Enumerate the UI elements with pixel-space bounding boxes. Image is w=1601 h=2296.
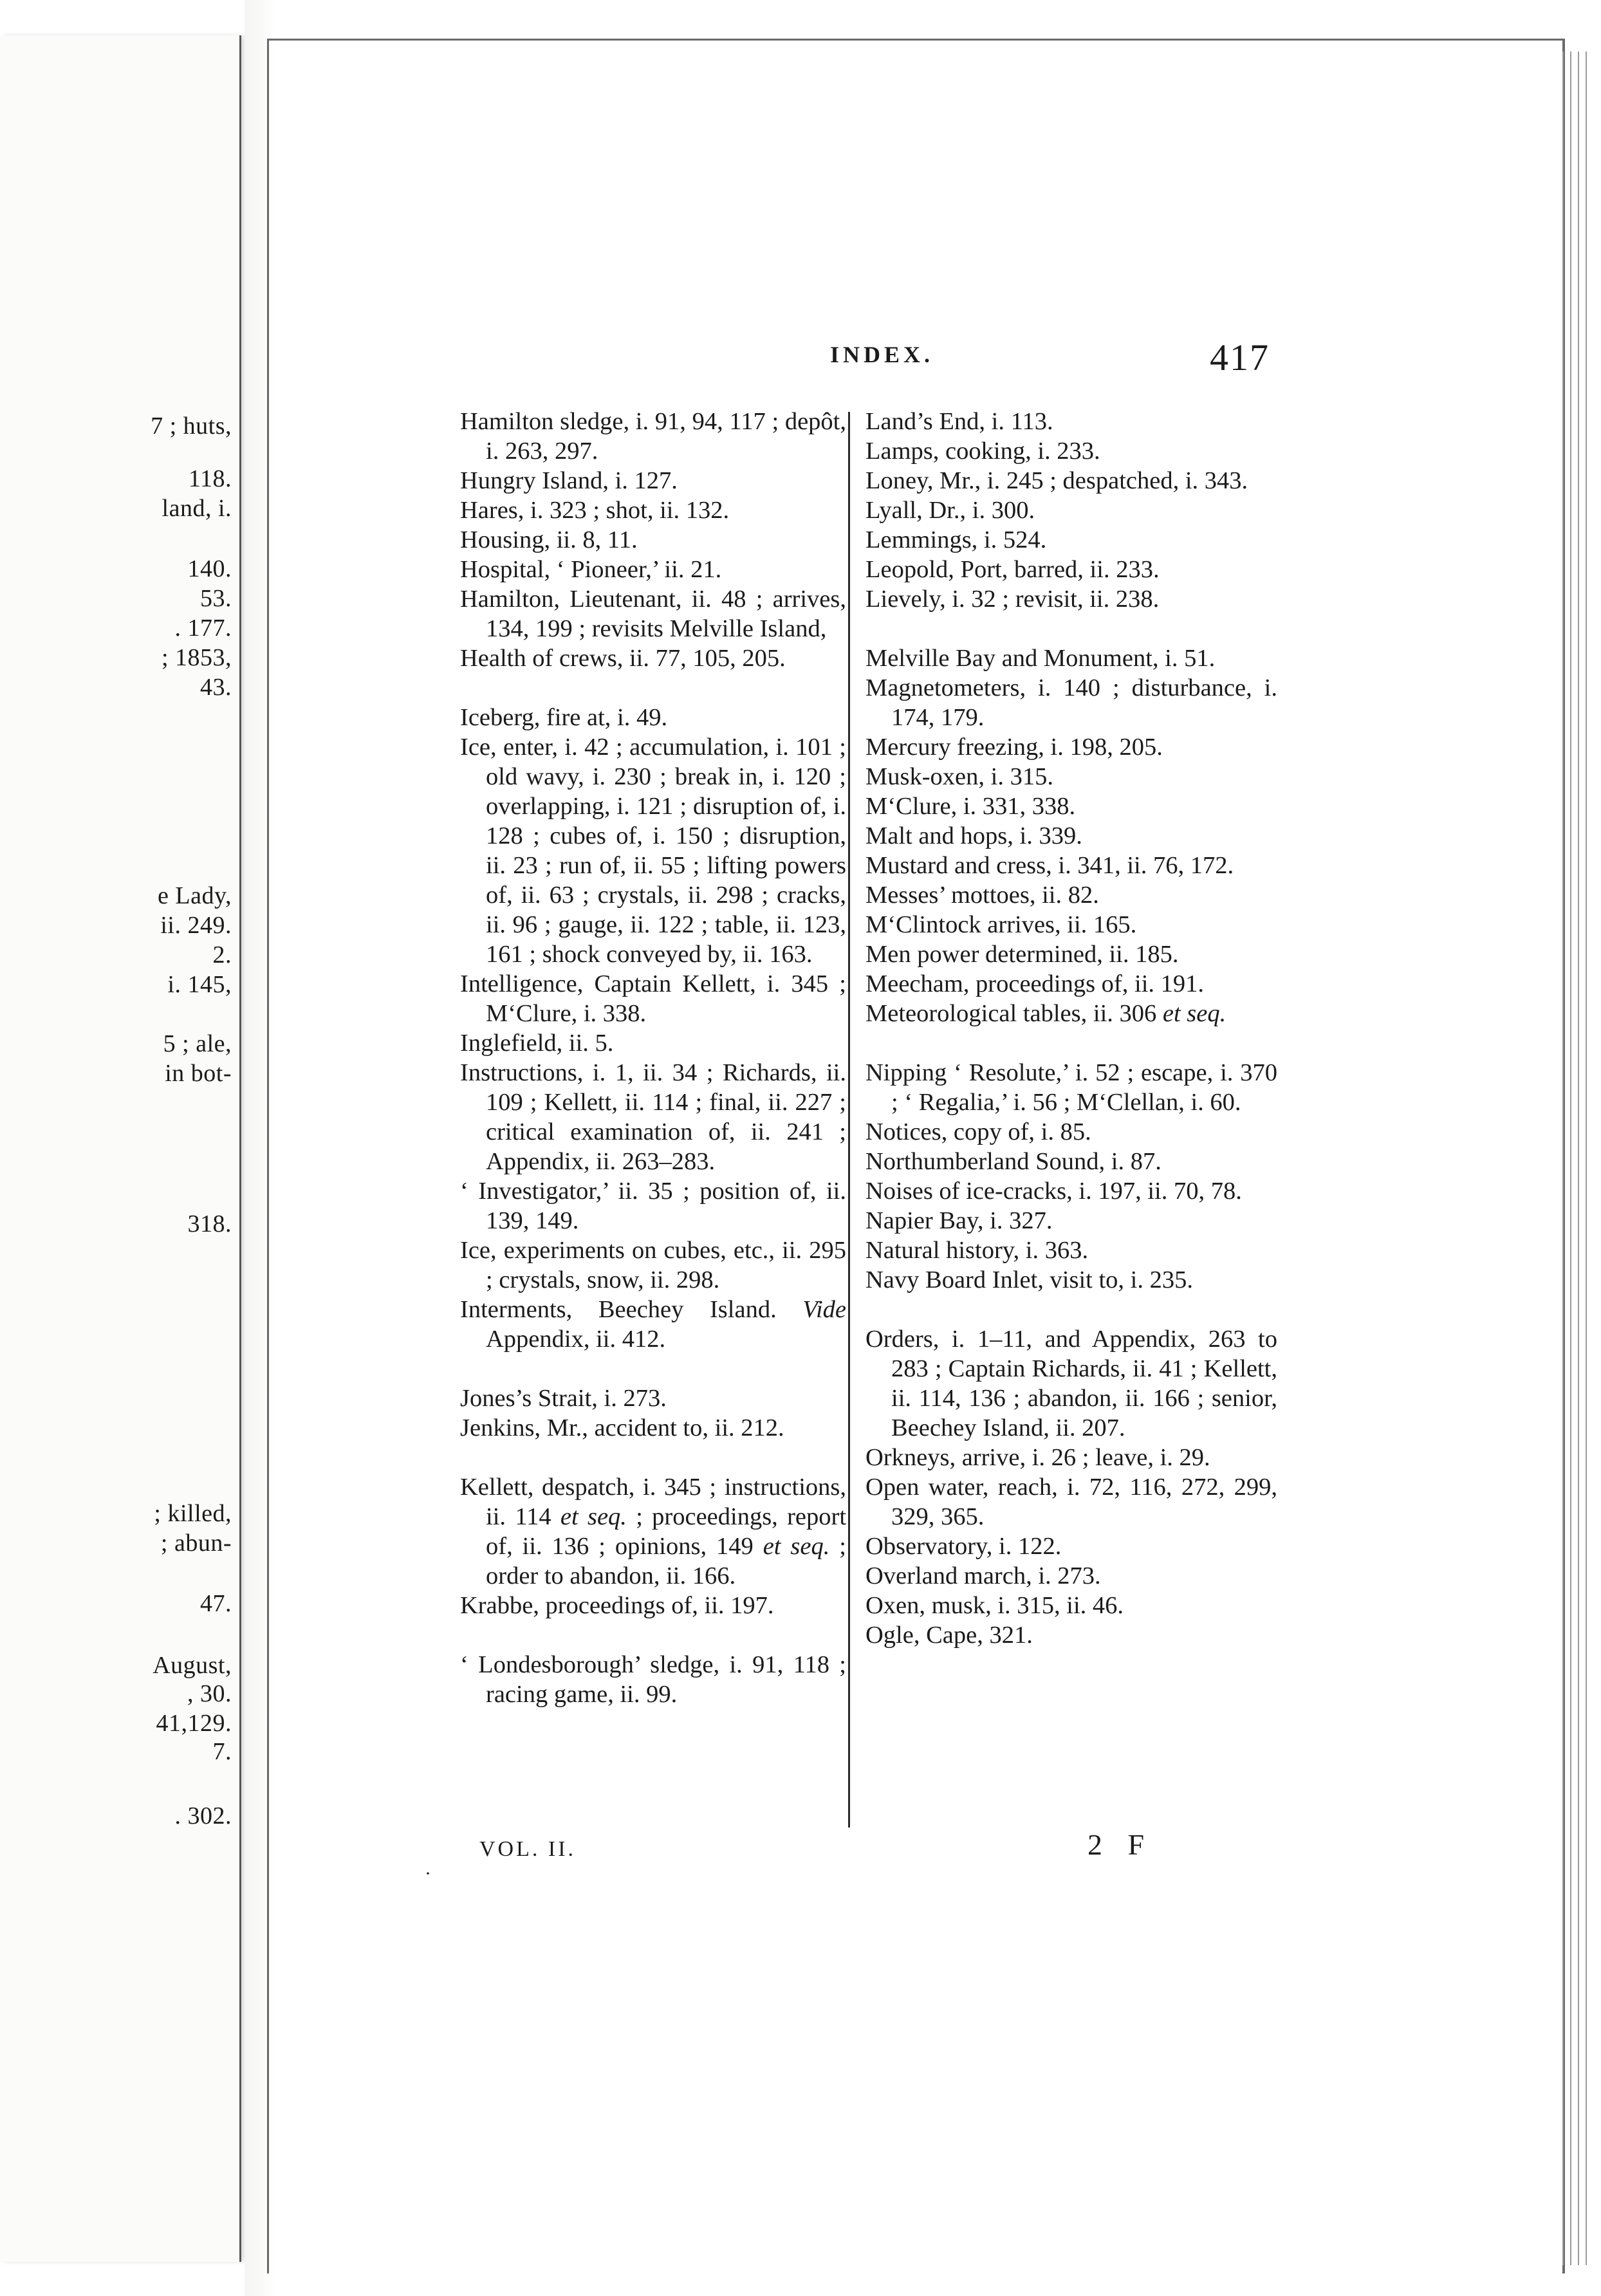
entry-text: Musk-oxen, i. 315. <box>865 763 1053 790</box>
entry-text: Hungry Island, i. 127. <box>460 467 678 494</box>
index-entry <box>460 1384 846 1413</box>
italic-text: et seq. <box>763 1533 830 1560</box>
page-number: 417 <box>1210 337 1270 378</box>
index-entry <box>460 1295 846 1354</box>
entry-text: Notices, copy of, i. 85. <box>865 1118 1091 1145</box>
entry-text: Jenkins, Mr., accident to, ii. 212. <box>460 1414 784 1441</box>
index-entry <box>865 1206 1277 1236</box>
entry-text: Inglefield, ii. 5. <box>460 1030 614 1057</box>
signature-mark: 2 F <box>1087 1828 1154 1861</box>
entry-text: Hospital, ‘ Pioneer,’ ii. 21. <box>460 556 722 583</box>
index-entry <box>865 525 1277 555</box>
index-entry <box>865 436 1277 466</box>
index-entry <box>460 1413 846 1443</box>
entry-text: Natural history, i. 363. <box>865 1237 1089 1264</box>
entry-text: Land’s End, i. 113. <box>865 408 1053 435</box>
index-entry <box>865 1591 1277 1620</box>
entry-text: Hamilton sledge, i. 91, 94, 117 ; depôt, i. 263, 297. <box>460 408 846 465</box>
entry-text: Mustard and cress, i. 341, ii. 76, 172. <box>865 852 1234 879</box>
entry-text: Melville Bay and Monument, i. 51. <box>865 645 1216 672</box>
index-entry <box>460 969 846 1028</box>
entry-text: Health of crews, ii. 77, 105, 205. <box>460 645 786 672</box>
index-entry <box>865 1176 1277 1206</box>
index-entry <box>865 1443 1277 1472</box>
index-entry <box>460 407 846 466</box>
entry-text: ‘ Londesborough’ sledge, i. 91, 118 ; racing game, ii. 99. <box>460 1651 846 1708</box>
entry-text: Malt and hops, i. 339. <box>865 822 1082 849</box>
index-entry <box>865 1147 1277 1176</box>
index-entry <box>460 525 846 555</box>
entry-text: Leopold, Port, barred, ii. 233. <box>865 556 1160 583</box>
index-entry <box>460 1650 846 1709</box>
italic-text: et seq. <box>560 1503 627 1530</box>
entry-text: Orders, i. 1–11, and Appendix, 263 to 283 ; Captain Richards, ii. 41 ; Kellett, ii. 114, 136 ; abandon, ii. 166 ; senior, Beechey Island, ii. 207. <box>865 1326 1277 1441</box>
index-entry <box>865 1236 1277 1265</box>
left-page-fragment: ; killed, <box>154 1500 232 1527</box>
page-edge-lines <box>1562 51 1588 2265</box>
entry-text: ; proceedings, report of, ii. 136 ; opinions, 149 <box>486 1503 847 1560</box>
index-column-left <box>460 407 846 1709</box>
left-page-fragment: 47. <box>200 1590 232 1617</box>
entry-text: Meteorological tables, ii. 306 <box>865 1000 1163 1027</box>
entry-text: ‘ Investigator,’ ii. 35 ; position of, ii. 139, 149. <box>460 1178 846 1234</box>
left-page-fragment: 53. <box>200 585 232 612</box>
left-page-fragment: 43. <box>200 674 232 701</box>
left-page-fragment: , 30. <box>187 1680 232 1707</box>
index-entry <box>865 555 1277 584</box>
index-entry <box>460 1591 846 1620</box>
left-page-fragment: August, <box>153 1652 232 1679</box>
index-entry <box>865 466 1277 495</box>
index-entry <box>865 821 1277 851</box>
entry-text: Loney, Mr., i. 245 ; despatched, i. 343. <box>865 467 1248 494</box>
entry-text: Appendix, ii. 412. <box>486 1326 666 1353</box>
entry-text: Ice, experiments on cubes, etc., ii. 295 ; crystals, snow, ii. 298. <box>460 1237 846 1293</box>
entry-text: Jones’s Strait, i. 273. <box>460 1385 667 1412</box>
index-entry <box>865 880 1277 910</box>
index-entry <box>865 1265 1277 1295</box>
index-entry <box>865 1117 1277 1147</box>
section-gap <box>460 673 846 703</box>
left-page-fragment: 7 ; huts, <box>151 412 232 440</box>
entry-text: Iceberg, fire at, i. 49. <box>460 704 668 731</box>
index-entry <box>460 1058 846 1176</box>
left-page-fragment: e Lady, <box>158 882 232 909</box>
entry-text: Meecham, proceedings of, ii. 191. <box>865 970 1205 997</box>
section-gap <box>865 1295 1277 1324</box>
entry-text: Nipping ‘ Resolute,’ i. 52 ; escape, i. 370 ; ‘ Regalia,’ i. 56 ; M‘Clellan, i. 60. <box>865 1059 1277 1116</box>
index-entry <box>865 584 1277 614</box>
index-entry <box>460 555 846 584</box>
index-entry <box>865 940 1277 969</box>
index-entry <box>460 732 846 969</box>
left-page-fragment: ; 1853, <box>161 644 232 671</box>
entry-text: Lamps, cooking, i. 233. <box>865 438 1100 465</box>
left-page-fragment: ; abun- <box>160 1530 232 1557</box>
index-entry <box>460 643 846 673</box>
stray-mark: · <box>425 1863 431 1884</box>
entry-text: Hamilton, Lieutenant, ii. 48 ; arrives, 134, 199 ; revisits Melville Island, <box>460 586 846 642</box>
index-entry <box>865 1620 1277 1650</box>
volume-label: VOL. II. <box>479 1837 577 1861</box>
index-column-right <box>865 407 1277 1650</box>
left-page-fragment: 318. <box>187 1210 232 1237</box>
entry-text: M‘Clintock arrives, ii. 165. <box>865 911 1137 938</box>
entry-text: M‘Clure, i. 331, 338. <box>865 793 1076 820</box>
index-entry <box>460 1176 846 1236</box>
left-page-fragment: . 302. <box>174 1802 232 1829</box>
index-entry <box>865 969 1277 999</box>
entry-text: Overland march, i. 273. <box>865 1562 1101 1589</box>
index-entry <box>460 495 846 525</box>
index-entry <box>865 1472 1277 1532</box>
index-entry <box>865 999 1277 1028</box>
index-entry <box>865 792 1277 821</box>
entry-text: Krabbe, proceedings of, ii. 197. <box>460 1592 774 1619</box>
entry-text: Napier Bay, i. 327. <box>865 1207 1053 1234</box>
entry-text: Ice, enter, i. 42 ; accumulation, i. 101 ; old wavy, i. 230 ; break in, i. 120 ; overlapping, i. 121 ; disruption of, i. 128 ; cubes of, i. 150 ; disruption, ii. 23 ; run of, ii. 55 ; lifting powers of, ii. 63 ; crystals, ii. 298 ; cracks, ii. 96 ; gauge, ii. 122 ; table, ii. 123, 161 ; shock conveyed by, ii. 163. <box>460 734 846 968</box>
entry-text: Instructions, i. 1, ii. 34 ; Richards, ii. 109 ; Kellett, ii. 114 ; final, ii. 227 ; critical examination of, ii. 241 ; Appendix, ii. 263–283. <box>460 1059 846 1175</box>
left-page-fragment: 118. <box>188 465 232 492</box>
entry-text: Kellett, despatch, i. 345 ; instructions, ii. 114 <box>460 1474 846 1530</box>
index-entry <box>865 1532 1277 1561</box>
entry-text: Ogle, Cape, 321. <box>865 1622 1033 1649</box>
index-entry <box>460 584 846 643</box>
entry-text: Housing, ii. 8, 11. <box>460 526 638 553</box>
left-page-fragment: in bot- <box>165 1060 232 1087</box>
index-entry <box>865 1058 1277 1117</box>
italic-text: et seq. <box>1162 1000 1226 1027</box>
entry-text: Lemmings, i. 524. <box>865 526 1047 553</box>
index-entry <box>460 703 846 732</box>
section-gap <box>460 1443 846 1472</box>
left-page-fragment: 41,129. <box>156 1710 232 1737</box>
entry-text: Mercury freezing, i. 198, 205. <box>865 734 1163 761</box>
entry-text: Lievely, i. 32 ; revisit, ii. 238. <box>865 586 1160 613</box>
entry-text: ; order to abandon, ii. 166. <box>486 1533 846 1589</box>
entry-text: Orkneys, arrive, i. 26 ; leave, i. 29. <box>865 1444 1210 1471</box>
index-entry <box>460 466 846 495</box>
index-entry <box>865 732 1277 762</box>
left-page-fragment: i. 145, <box>167 971 232 998</box>
entry-text: Northumberland Sound, i. 87. <box>865 1148 1161 1175</box>
index-entry <box>865 762 1277 792</box>
index-entry <box>865 407 1277 436</box>
entry-text: Noises of ice-cracks, i. 197, ii. 70, 78. <box>865 1178 1242 1205</box>
index-entry <box>865 1324 1277 1443</box>
entry-text: Navy Board Inlet, visit to, i. 235. <box>865 1266 1193 1293</box>
entry-text: Hares, i. 323 ; shot, ii. 132. <box>460 497 730 524</box>
left-page-fragment: 2. <box>212 941 232 968</box>
index-entry <box>865 495 1277 525</box>
left-page-fragment: 7. <box>212 1738 232 1765</box>
section-gap <box>865 1028 1277 1058</box>
index-entry <box>865 673 1277 732</box>
index-entry <box>865 1561 1277 1591</box>
index-entry <box>460 1028 846 1058</box>
section-gap <box>460 1620 846 1650</box>
left-page-fragment: 5 ; ale, <box>163 1030 232 1057</box>
column-divider <box>848 412 850 1828</box>
entry-text: Lyall, Dr., i. 300. <box>865 497 1035 524</box>
running-head: INDEX. <box>830 342 934 367</box>
left-page-fragment: ii. 249. <box>160 912 232 939</box>
index-entry <box>865 643 1277 673</box>
left-page-edge <box>0 35 241 2262</box>
italic-text: Vide <box>802 1296 846 1323</box>
index-entry <box>460 1236 846 1295</box>
left-page-fragment: 140. <box>187 555 232 582</box>
left-page-fragment: land, i. <box>162 495 232 522</box>
entry-text: Messes’ mottoes, ii. 82. <box>865 882 1099 909</box>
section-gap <box>460 1354 846 1384</box>
section-gap <box>865 614 1277 643</box>
entry-text: Open water, reach, i. 72, 116, 272, 299, 329, 365. <box>865 1474 1277 1530</box>
entry-text: Interments, Beechey Island. <box>460 1296 803 1323</box>
entry-text: Oxen, musk, i. 315, ii. 46. <box>865 1592 1124 1619</box>
left-page-fragment: . 177. <box>174 615 232 642</box>
entry-text: Observatory, i. 122. <box>865 1533 1062 1560</box>
index-entry <box>460 1472 846 1591</box>
entry-text: Men power determined, ii. 185. <box>865 941 1179 968</box>
index-entry <box>865 851 1277 880</box>
index-entry <box>865 910 1277 940</box>
entry-text: Intelligence, Captain Kellett, i. 345 ; M‘Clure, i. 338. <box>460 970 846 1027</box>
entry-text: Magnetometers, i. 140 ; disturbance, i. 174, 179. <box>865 674 1277 731</box>
